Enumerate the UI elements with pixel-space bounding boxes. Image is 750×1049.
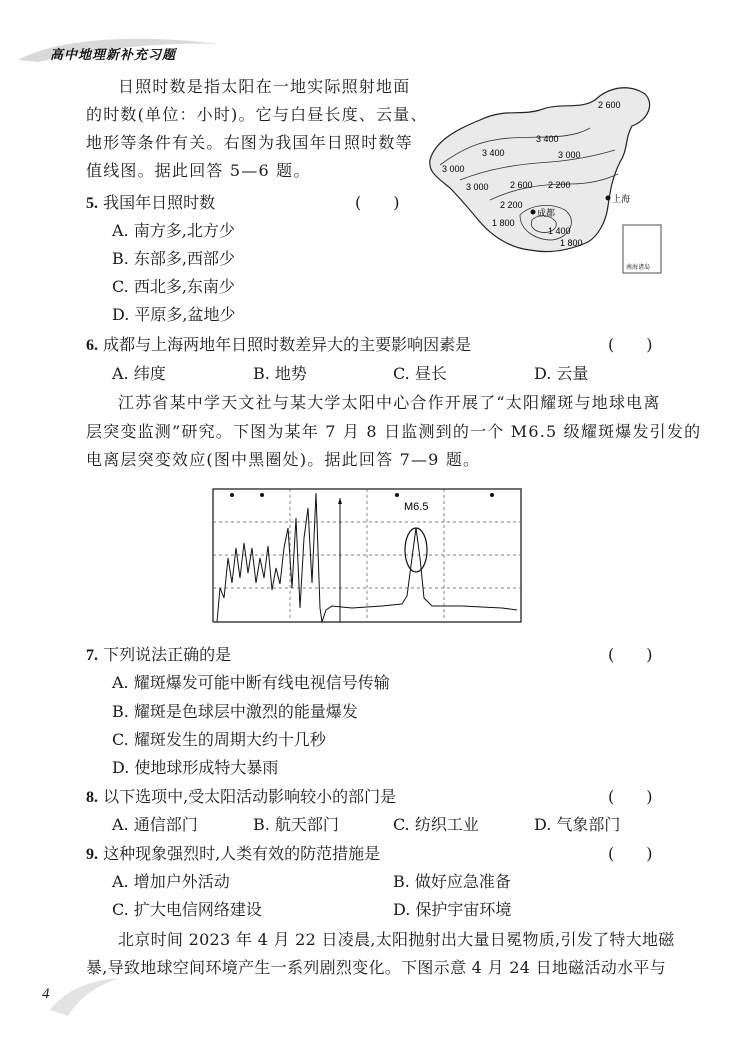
map-label: 3 000 (466, 182, 489, 192)
question-number: 5. (86, 195, 98, 212)
intro2-line-2: 层突变监测”研究。下图为某年 7 月 8 日监测到的一个 M6.5 级耀斑爆发引发的 (86, 422, 702, 441)
chart-dot (230, 493, 234, 497)
question-number: 6. (86, 337, 98, 354)
answer-paren[interactable]: ( ) (355, 193, 400, 212)
chart-dot (490, 493, 494, 497)
intro1-line-2: 的时数(单位：小时)。它与白昼长度、云量、 (86, 105, 428, 124)
option-b[interactable]: B. 航天部门 (253, 815, 339, 834)
question-text: 以下选项中,受太阳活动影响较小的部门是 (103, 787, 397, 806)
option-a[interactable]: A. 纬度 (112, 364, 166, 383)
ionosphere-chart (212, 488, 522, 624)
map-label: 3 400 (536, 134, 559, 144)
question-text: 成都与上海两地年日照时数差异大的主要影响因素是 (103, 335, 472, 354)
sunshine-isoline-map (420, 80, 670, 280)
map-label: 2 600 (510, 180, 533, 190)
shanghai-marker (606, 196, 611, 201)
answer-paren[interactable]: ( ) (608, 645, 653, 664)
answer-paren[interactable]: ( ) (608, 787, 653, 806)
intro3-line-2: 暴,导致地球空间环境产生一系列剧烈变化。下图示意 4 月 24 日地磁活动水平与 (86, 958, 666, 977)
option-d[interactable]: D. 气象部门 (534, 815, 621, 834)
option-b[interactable]: B. 耀斑是色球层中激烈的能量爆发 (112, 702, 358, 721)
question-9 (86, 840, 380, 869)
map-label: 1 800 (492, 218, 515, 228)
intro1-line-1: 日照时数是指太阳在一地实际照射地面 (118, 77, 411, 96)
map-label: 3 000 (442, 164, 465, 174)
chart-dot (395, 493, 399, 497)
intro2-line-3: 电离层突变效应(图中黑圈处)。据此回答 7—9 题。 (86, 450, 481, 469)
chart-annotation: M6.5 (404, 501, 429, 513)
intro3-line-1: 北京时间 2023 年 4 月 22 日凌晨,太阳抛射出大量日冕物质,引发了特大地磁 (118, 930, 675, 949)
map-label-chengdu: 成都 (537, 208, 556, 218)
map-label: 3 400 (482, 148, 505, 158)
question-text: 下列说法正确的是 (103, 645, 232, 664)
option-b[interactable]: B. 地势 (253, 364, 307, 383)
intro2-line-1: 江苏省某中学天文社与某大学太阳中心合作开展了“太阳耀斑与地球电离 (118, 393, 661, 412)
question-number: 7. (86, 647, 98, 664)
answer-paren[interactable]: ( ) (608, 335, 653, 354)
page-number: 4 (42, 986, 50, 1002)
question-text: 我国年日照时数 (103, 193, 216, 212)
chengdu-marker (531, 210, 536, 215)
inset-label: 南海诸岛 (626, 265, 651, 271)
answer-paren[interactable]: ( ) (608, 844, 653, 863)
option-a[interactable]: A. 增加户外活动 (112, 872, 230, 891)
option-b[interactable]: B. 东部多,西部少 (112, 249, 236, 268)
question-5 (86, 189, 215, 218)
map-label: 2 200 (548, 180, 571, 190)
option-a[interactable]: A. 耀斑爆发可能中断有线电视信号传输 (112, 673, 390, 692)
question-text: 这种现象强烈时,人类有效的防范措施是 (103, 844, 381, 863)
map-label: 2 600 (598, 100, 621, 110)
question-6 (86, 331, 471, 360)
option-d[interactable]: D. 平原多,盆地少 (112, 305, 236, 324)
header-title: 高中地理新补充习题 (50, 48, 177, 63)
question-8 (86, 783, 396, 812)
option-c[interactable]: C. 扩大电信网络建设 (112, 900, 262, 919)
option-a[interactable]: A. 南方多,北方少 (112, 221, 235, 240)
option-c[interactable]: C. 西北多,东南少 (112, 277, 235, 296)
option-c[interactable]: C. 耀斑发生的周期大约十几秒 (112, 730, 326, 749)
intro1-line-3: 地形等条件有关。右图为我国年日照时数等 (86, 133, 413, 152)
map-label: 1 800 (560, 238, 583, 248)
option-d[interactable]: D. 云量 (534, 364, 589, 383)
question-number: 8. (86, 789, 98, 806)
footer-decoration (40, 970, 130, 1020)
option-d[interactable]: D. 使地球形成特大暴雨 (112, 758, 279, 777)
map-label: 3 000 (558, 150, 581, 160)
map-label: 2 200 (500, 200, 523, 210)
chart-dot (260, 493, 264, 497)
intro1-line-4: 值线图。据此回答 5—6 题。 (86, 161, 311, 180)
question-number: 9. (86, 846, 98, 863)
option-c[interactable]: C. 昼长 (393, 364, 447, 383)
question-7 (86, 641, 231, 670)
map-label-shanghai: 上海 (612, 194, 631, 204)
map-label: 1 400 (548, 226, 571, 236)
option-a[interactable]: A. 通信部门 (112, 815, 198, 834)
option-b[interactable]: B. 做好应急准备 (393, 872, 511, 891)
option-c[interactable]: C. 纺织工业 (393, 815, 479, 834)
option-d[interactable]: D. 保护宇宙环境 (393, 900, 512, 919)
